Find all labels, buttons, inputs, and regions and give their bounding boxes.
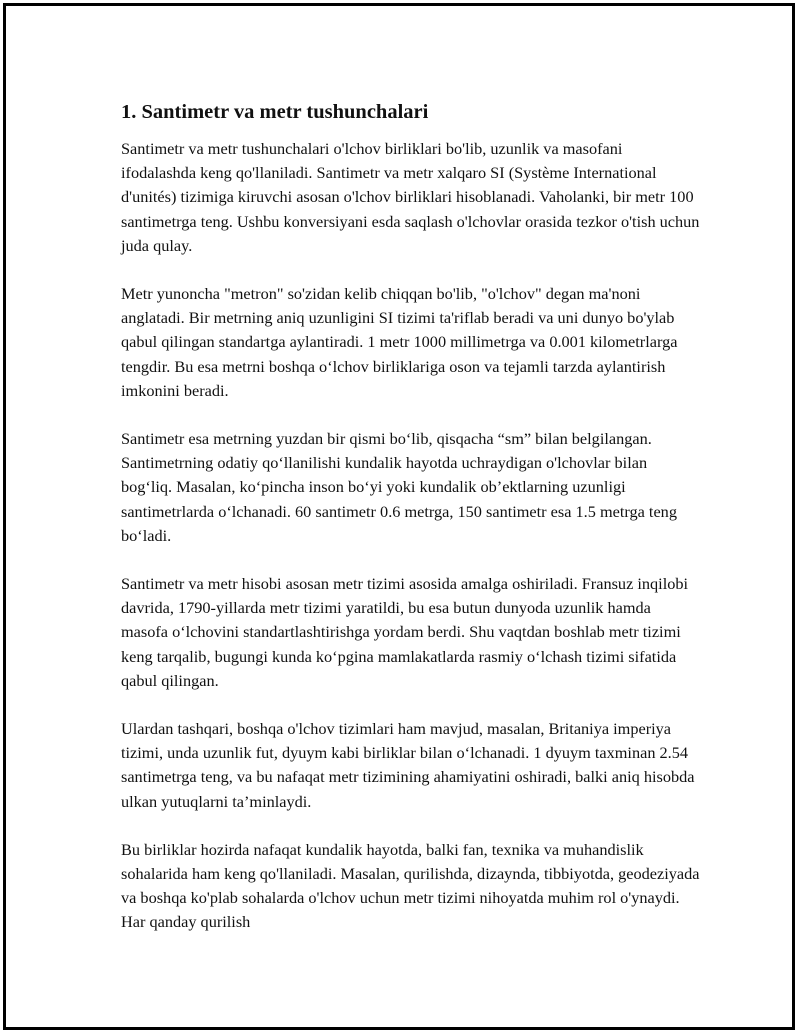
paragraph-3: Santimetr esa metrning yuzdan bir qismi bo‘lib, qisqacha “sm” bilan belgilangan. Santimetrning odatiy qo‘llanilishi kundalik hayotda uchraydigan o'lchovlar bilan bog‘liq. Masalan, ko‘pincha inson bo‘yi yoki kundalik ob’ektlarning uzunligi santimetrlarda o‘lchanadi. 60 santimetr 0.6 metrga, 150 santimetr esa 1.5 metrga teng bo‘ladi.: [121, 429, 677, 545]
paragraph-2: Metr yunoncha "metron" so'zidan kelib chiqqan bo'lib, "o'lchov" degan ma'noni anglatadi. Bir metrning aniq uzunligini SI tizimi ta'riflab beradi va uni dunyo bo'ylab qabul qilingan standartga aylantiradi. 1 metr 1000 millimetrga va 0.001 kilometrlarga tengdir. Bu esa metrni boshqa o‘lchov birliklariga oson va tejamli tarzda aylantirish imkonini beradi.: [121, 284, 678, 400]
document-body: [121, 98, 701, 959]
paragraph-5: Ulardan tashqari, boshqa o'lchov tizimlari ham mavjud, masalan, Britaniya imperiya tizimi, unda uzunlik fut, dyuym kabi birliklar bilan o‘lchanadi. 1 dyuym taxminan 2.54 santimetrga teng, va bu nafaqat metr tizimining ahamiyatini oshiradi, balki aniq hisobda ulkan yutuqlarni ta’minlaydi.: [121, 719, 695, 811]
paragraph-6: Bu birliklar hozirda nafaqat kundalik hayotda, balki fan, texnika va muhandislik sohalarida ham keng qo'llaniladi. Masalan, qurilishda, dizaynda, tibbiyotda, geodeziyada va boshqa ko'plab sohalarda o'lchov uchun metr tizimi nihoyatda muhim rol o'ynaydi. Har qanday qurilish: [121, 839, 700, 932]
page-frame: [3, 3, 795, 1030]
section-heading: 1. Santimetr va metr tushunchalari: [121, 101, 429, 123]
paragraph-4: Santimetr va metr hisobi asosan metr tizimi asosida amalga oshiriladi. Fransuz inqilobi davrida, 1790-yillarda metr tizimi yaratildi, bu esa butun dunyoda uzunlik hamda masofa o‘lchovini standartlashtirishga yordam berdi. Shu vaqtdan boshlab metr tizimi keng tarqalib, bugungi kunda ko‘pgina mamlakatlarda rasmiy o‘lchash tizimi sifatida qabul qilingan.: [121, 574, 689, 690]
paragraph-1: Santimetr va metr tushunchalari o'lchov birliklari bo'lib, uzunlik va masofani ifodalashda keng qo'llaniladi. Santimetr va metr xalqaro SI (Système International d'unités) tizimiga kiruvchi asosan o'lchov birliklari hisoblanadi. Vaholanki, bir metr 100 santimetrga teng. Ushbu konversiyani esda saqlash o'lchovlar orasida tezkor o'tish uchun juda qulay.: [121, 139, 700, 255]
